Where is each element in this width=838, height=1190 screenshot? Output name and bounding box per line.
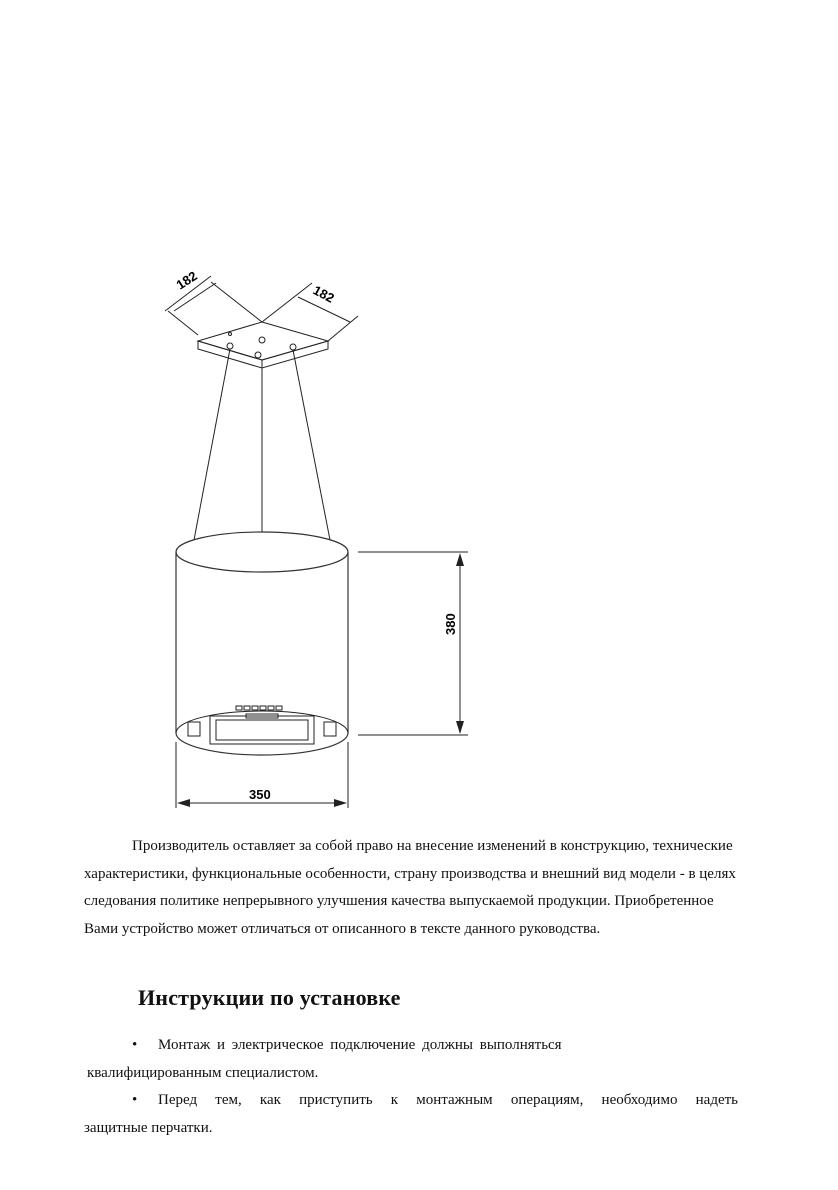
item-line: Монтаж и электрическое подключение должны выполняться bbox=[158, 1037, 562, 1053]
section-heading: Инструкции по установке bbox=[138, 985, 401, 1010]
dimension-width bbox=[176, 742, 348, 808]
hood-cylinder bbox=[176, 532, 348, 755]
dimension-plate-right bbox=[262, 282, 358, 341]
notice-text: Производитель оставляет за собой право на внесение изменений в конструкцию, технические характеристики, функциональные особенности, страну производства и внешний вид модели - в целях следования политике непрерывного улучшения качества выпускаемой продукции. Приобретенное Вами устройство может отличаться от описанного в тексте данного руководства. bbox=[84, 838, 736, 937]
dim-label-height: 380 bbox=[443, 613, 458, 635]
ceiling-mount-plate bbox=[198, 322, 328, 368]
item-line: защитные перчатки. bbox=[84, 1120, 213, 1136]
bullet: • bbox=[132, 1037, 138, 1053]
manufacturer-notice bbox=[84, 833, 744, 943]
dim-label-width: 350 bbox=[249, 787, 271, 802]
control-buttons bbox=[236, 706, 282, 710]
dimension-plate-left bbox=[165, 268, 262, 335]
item-line: Перед тем, как приступить к монтажным операциям, необходимо надеть bbox=[158, 1092, 738, 1108]
instruction-item bbox=[84, 1031, 738, 1087]
bullet: • bbox=[132, 1092, 138, 1108]
suspension-cables bbox=[194, 349, 330, 540]
dim-label-top-left: 182 bbox=[173, 268, 200, 293]
dimension-height bbox=[358, 552, 468, 735]
instruction-item bbox=[84, 1086, 738, 1142]
item-line: квалифицированным специалистом. bbox=[87, 1065, 319, 1081]
dim-label-top-right: 182 bbox=[310, 282, 337, 306]
